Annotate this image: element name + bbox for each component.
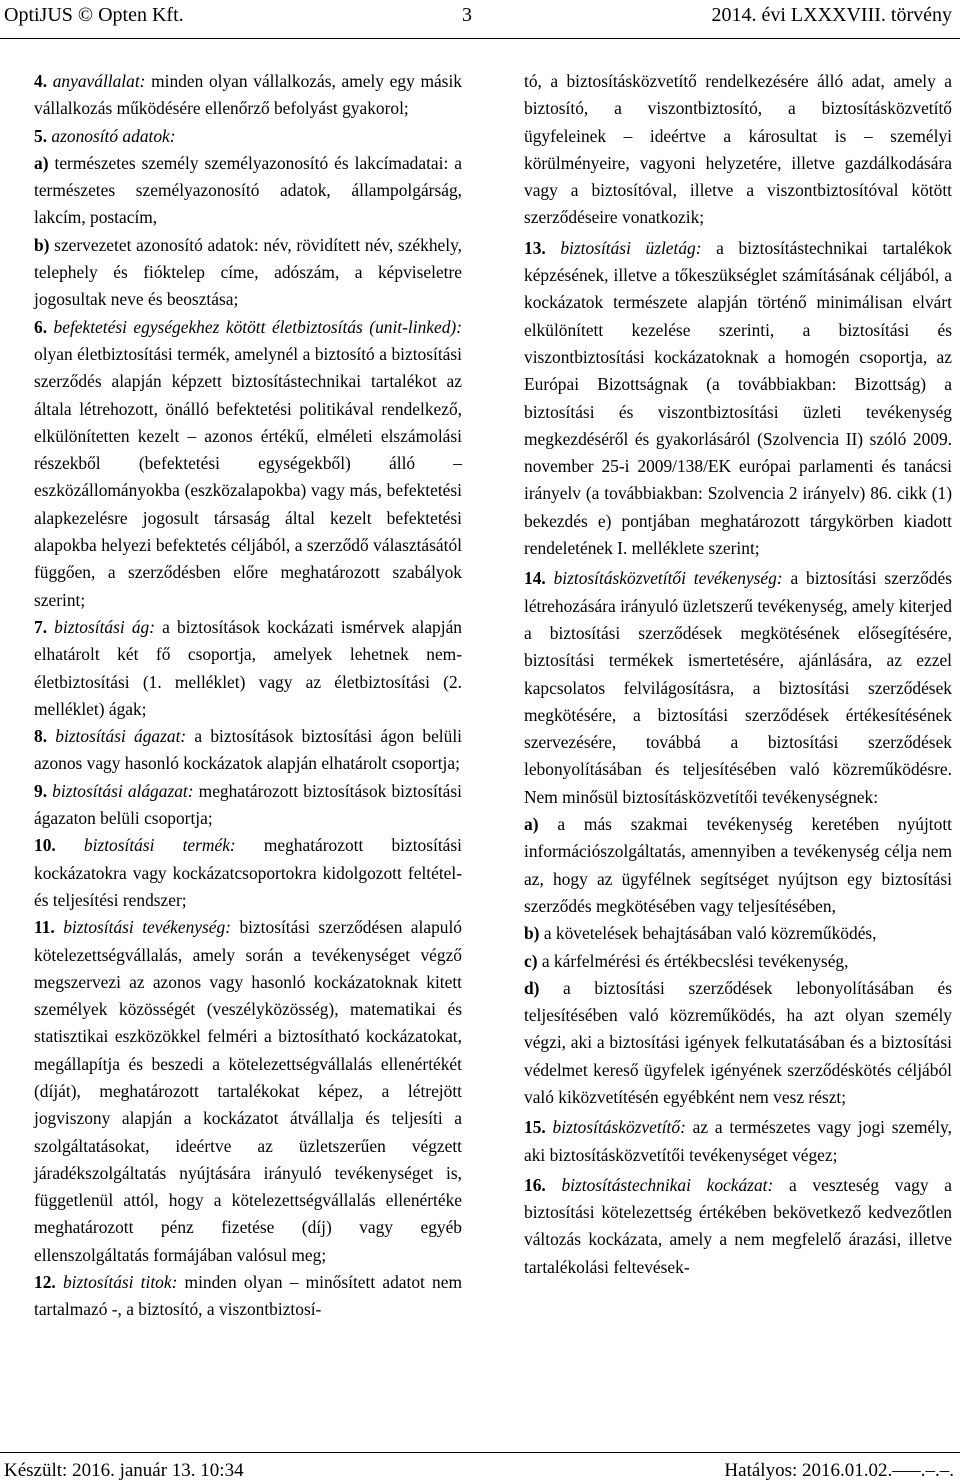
definition-text: minden olyan vállalkozás, amely egy másik vállalkozás működésére ellenőrző befolyást gyakorol; <box>34 71 462 119</box>
sub-point-a <box>524 811 952 920</box>
point-text: szervezetet azonosító adatok: név, rövidített név, székhely, telephely és fióktelep címe, adószám, a képviseletre jogosultak neve és beosztása; <box>34 234 462 310</box>
item-number: 16. <box>524 1174 546 1195</box>
definition-item-9 <box>34 778 462 833</box>
item-number: 7. <box>34 616 48 637</box>
point-text: a kárfelmérési és értékbecslési tevékenység, <box>537 950 849 971</box>
definition-item-12-continued <box>524 68 952 232</box>
item-number: 8. <box>34 726 48 747</box>
sub-point-a <box>34 150 462 232</box>
definition-text: olyan életbiztosítási termék, amelynél a biztosító a biztosítási szerződés alapján képzett biztosítástechnikai tartalékot az általa létrehozott, önálló befektetési politikával rendelkező, elkülönítetten kezelt – azonos értékű, elméleti elszámolási részekből (befektetési egységekből) álló – eszközállományokba (eszközalapokba) vagy más, befektetési alapkezelésre jogosult társaság által kezelt befektetési alapokba helyezi befektetés céljából, a szerződő választásától függően, a szerződésben előre meghatározott szabályok szerint; <box>34 343 462 610</box>
defined-term: biztosításközvetítő: <box>552 1117 686 1138</box>
defined-term: befektetési egységekhez kötött életbiztosítás (unit-linked): <box>53 316 462 337</box>
point-letter: a) <box>34 152 49 173</box>
definition-item-7 <box>34 614 462 723</box>
point-text: természetes személy személyazonosító és lakcímadatai: a természetes személyazonosító adatok, állampolgárság, lakcím, postacím, <box>34 152 462 228</box>
defined-term: azonosító adatok: <box>51 125 176 146</box>
definition-text: biztosítási szerződésen alapuló kötelezettségvállalás, amely során a tevékenységet végző megszervezi az azonos vagy hasonló kockázatoknak kitett személyek közösségét (veszélyközösség), matematikai és statisztikai eszközökkel felméri a biztosítható kockázatokat, megállapítja és beszedi a kötelezettségvállalás ellenértékét (díját), meghatározott tartalékokat képez, a létrejött jogviszony alapján a kockázatot átvállalja és teljesíti a szolgáltatásokat, ideértve az üzletszerűen végzett járadékszolgáltatás nyújtására irányuló tevékenységet is, függetlenül attól, hogy a kötelezettségvállalás ellenértéke meghatározott pénz fizetése (díj) vagy egyéb ellenszolgáltatás formájában valósul meg; <box>34 917 462 1265</box>
item-number: 4. <box>34 71 48 91</box>
definition-item-13 <box>524 235 952 563</box>
item-number: 13. <box>524 237 546 258</box>
definition-item-10 <box>34 832 462 914</box>
item-number: 15. <box>524 1117 546 1138</box>
definition-text: tó, a biztosításközvetítő rendelkezésére álló adat, amely a biztosító, a viszontbiztosító, a biztosításközvetítő ügyfeleinek – ideértve a károsultat is – személyi körülményeire, vagyoni helyzetére, illetve gazdálkodására vagy a biztosítóval, illetve a viszontbiztosítóval kötött szerződéseire vonatkozik; <box>524 71 952 228</box>
defined-term: biztosításközvetítői tevékenység: <box>553 568 783 589</box>
page-footer <box>0 1456 960 1484</box>
defined-term: anyavállalat: <box>52 71 146 91</box>
definition-item-11 <box>34 914 462 1269</box>
left-column <box>34 68 462 1324</box>
defined-term: biztosítási termék: <box>83 835 236 856</box>
definition-item-8 <box>34 723 462 778</box>
effective-date: Hatályos: 2016.01.02.–––.–.–. <box>724 1460 954 1481</box>
page-header <box>0 0 960 40</box>
point-text: a más szakmai tevékenység keretében nyújtott információszolgáltatás, amennyiben a tevékenység célja nem az, hogy az ügyfélnek segítséget nyújtson egy biztosítási szerződés megkötésében vagy teljesítésében, <box>524 814 952 916</box>
sub-point-d <box>524 975 952 1111</box>
sub-point-b <box>524 920 952 947</box>
point-text: a biztosítási szerződések lebonyolításában és teljesítésében való közreműködés, ha azt olyan személy végzi, aki a biztosítási igények felkutatásában és a biztosítási védelmet kereső ügyfelek igényének szerződéskötés céljából való kiközvetítésén egyébként nem vesz részt; <box>524 977 952 1107</box>
item-number: 5. <box>34 125 48 146</box>
definition-text: meghatározott biztosítások biztosítási ágazaton belüli csoportja; <box>34 780 462 829</box>
law-title: 2014. évi LXXXVIII. törvény <box>711 4 952 26</box>
definition-text: a veszteség vagy a biztosítási kötelezettség értékében bekövetkező kedvezőtlen változás kockázata, amely a nem megfelelő árazási, illetve tartalékolási feltevések- <box>524 1174 952 1277</box>
definition-item-12 <box>34 1269 462 1324</box>
definition-item-6 <box>34 314 462 614</box>
definition-text: a biztosítástechnikai tartalékok képzésének, illetve a tőkeszükséglet számításának céljából, a kockázatok természete alapján történő minimálisan elvárt elkülönített kezelése szerinti, a biztosítási és viszontbiztosítási kockázatoknak a homogén csoportja, az Európai Bizottságnak (a továbbiakban: Bizottság) a biztosítási és viszontbiztosítási üzleti tevékenység megkezdéséről és gyakorlásáról (Szolvencia II) szóló 2009. november 25-i 2009/138/EK európai parlamenti és tanácsi irányelv (a továbbiakban: Szolvencia 2 irányelv) 86. cikk (1) bekezdés e) pontjában meghatározott tárgykörben kiadott rendeletének I. melléklete szerint; <box>524 237 952 559</box>
footer-rule <box>0 1452 960 1453</box>
item-number: 14. <box>524 568 546 589</box>
item-number: 12. <box>34 1272 56 1293</box>
page-number: 3 <box>462 4 472 26</box>
item-number: 10. <box>34 835 56 856</box>
point-letter: c) <box>524 950 538 971</box>
definition-item-14 <box>524 565 952 811</box>
defined-term: biztosítási ág: <box>54 616 156 637</box>
definition-text: az a természetes vagy jogi személy, aki biztosításközvetítői tevékenységet végez; <box>524 1117 952 1165</box>
point-letter: a) <box>524 814 539 835</box>
right-column <box>524 68 952 1281</box>
definition-text: minden olyan – minősített adatot nem tartalmazó -, a biztosító, a viszontbiztosí- <box>34 1272 462 1320</box>
point-letter: b) <box>34 234 50 255</box>
item-number: 9. <box>34 780 48 801</box>
definition-item-4 <box>34 68 462 123</box>
point-letter: d) <box>524 977 540 998</box>
definition-item-5 <box>34 123 462 150</box>
definition-text: a biztosítási szerződés létrehozására irányuló üzletszerű tevékenység, amely kiterjed a biztosítási szerződések megkötésének elősegítésére, biztosítási termékek ismertetésére, ajánlására, az ezzel kapcsolatos felvilágosításra, a biztosítási szerződések megkötésére, a biztosítási szerződések értékesítésének szervezésére, továbbá a biztosítási szerződések lebonyolításában és teljesítésében való közreműködésre. Nem minősül biztosításközvetítői tevékenységnek: <box>524 568 952 807</box>
definition-text: a biztosítások biztosítási ágon belüli azonos vagy hasonló kockázatok alapján elhatárolt csoportja; <box>34 726 462 774</box>
defined-term: biztosítási titok: <box>62 1272 178 1293</box>
sub-point-b <box>34 232 462 314</box>
point-letter: b) <box>524 923 540 944</box>
sub-point-c <box>524 948 952 975</box>
created-timestamp: Készült: 2016. január 13. 10:34 <box>4 1460 244 1481</box>
defined-term: biztosítási tevékenység: <box>63 917 232 938</box>
defined-term: biztosítástechnikai kockázat: <box>561 1174 774 1195</box>
header-rule <box>0 38 960 39</box>
item-number: 6. <box>34 316 48 337</box>
item-number: 11. <box>34 917 55 938</box>
definition-item-15 <box>524 1114 952 1169</box>
defined-term: biztosítási alágazat: <box>52 780 194 801</box>
definition-item-16 <box>524 1172 952 1281</box>
definition-text: meghatározott biztosítási kockázatokra vagy kockázatcsoportokra kidolgozott feltétel- és teljesítési rendszer; <box>34 835 462 910</box>
point-text: a követelések behajtásában való közreműködés, <box>539 923 877 944</box>
defined-term: biztosítási üzletág: <box>560 237 702 258</box>
definition-text: a biztosítások kockázati ismérvek alapján elhatárolt két fő csoportja, amelyek lehetnek nem-életbiztosítási (1. melléklet) vagy az életbiztosítási (2. melléklet) ágak; <box>34 616 463 719</box>
publisher-label: OptiJUS © Opten Kft. <box>4 4 184 26</box>
defined-term: biztosítási ágazat: <box>55 726 187 747</box>
